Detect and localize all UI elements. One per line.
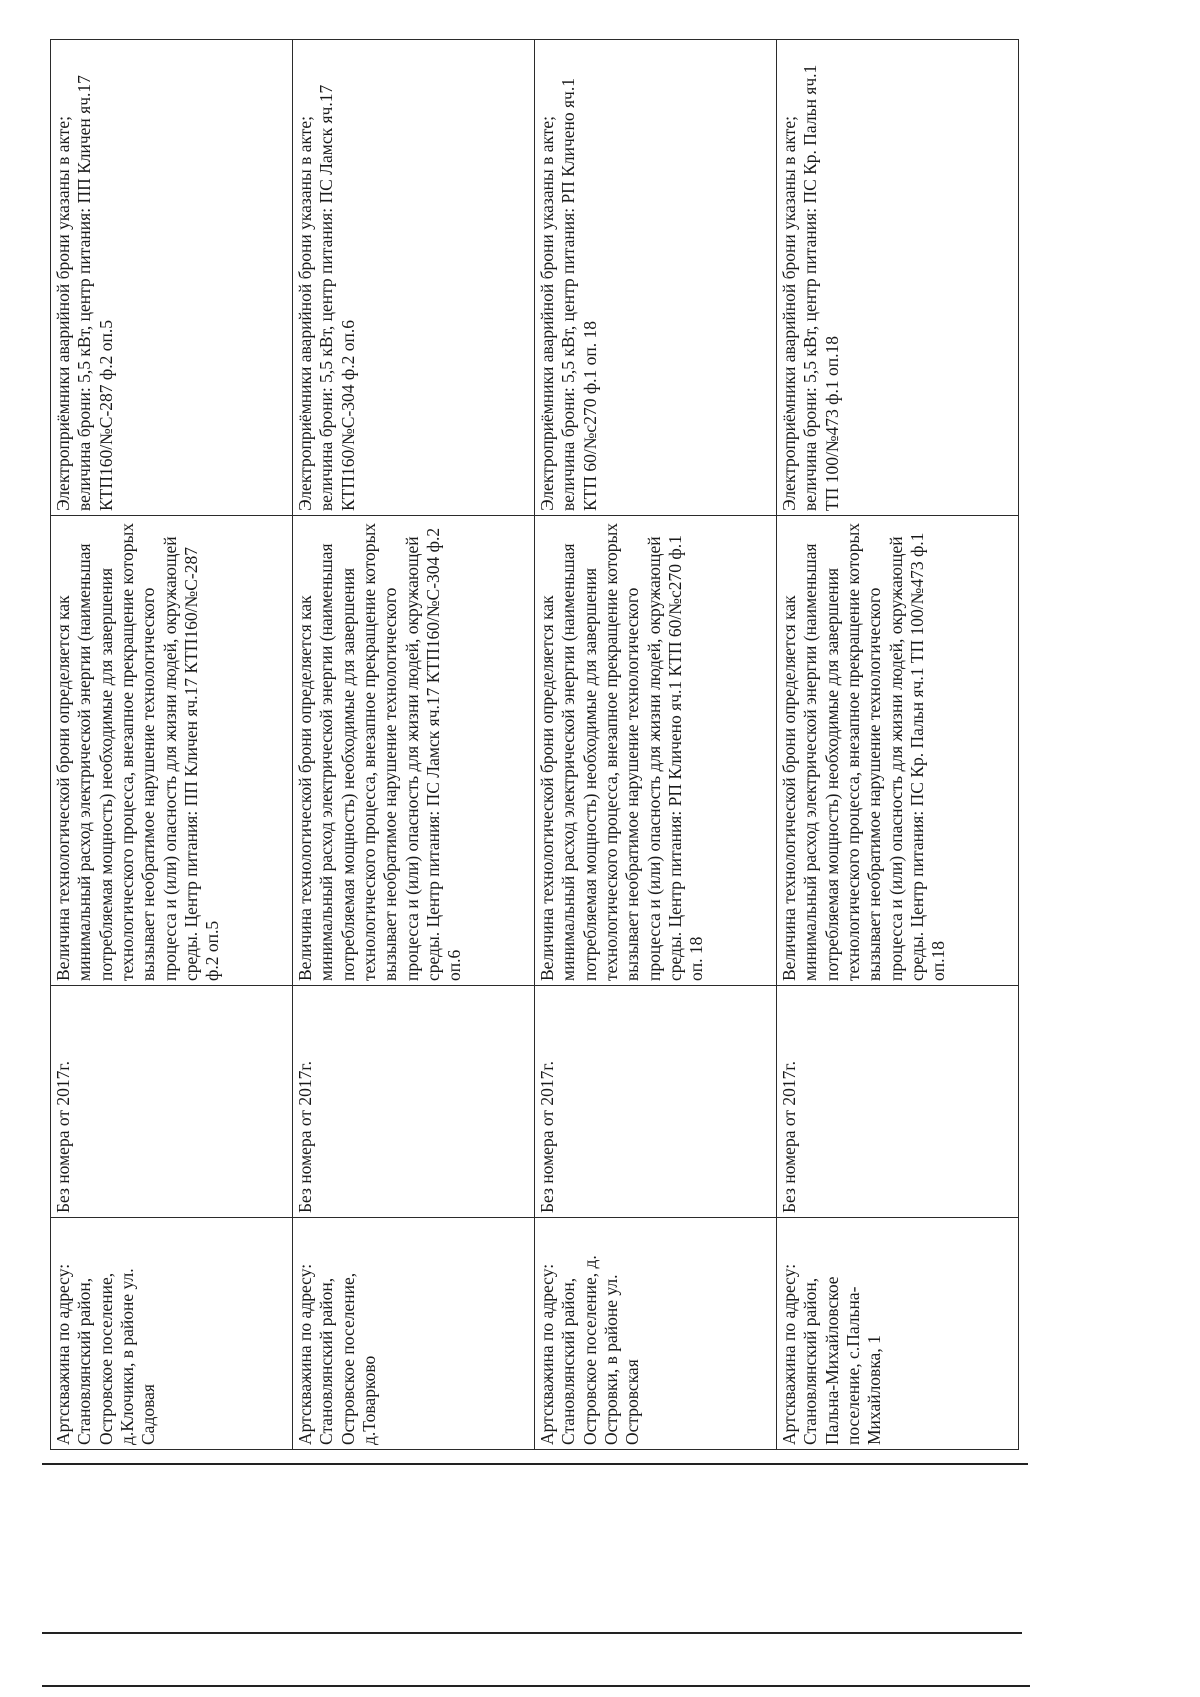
table-row bbox=[293, 40, 535, 1450]
address-cell: Артскважина по адресу: Становлянский район, Островское поселение, д. Островки, в районе ул. Островская bbox=[535, 1218, 777, 1450]
document-cell: Без номера от 2017г. bbox=[51, 986, 293, 1218]
note-cell: Электроприёмники аварийной брони указаны в акте; величина брони: 5,5 кВт, центр питания: ПС Кр. Пальн яч.1 ТП 100/№473 ф.1 оп.18 bbox=[777, 40, 1019, 516]
emergency-reserve-table bbox=[50, 39, 1019, 1450]
horizontal-rule bbox=[42, 1685, 1030, 1687]
address-cell: Артскважина по адресу: Становлянский район, Пальна-Михайловское поселение, с.Пальна-Михайловка, 1 bbox=[777, 1218, 1019, 1450]
horizontal-rule bbox=[42, 1463, 1028, 1465]
address-cell: Артскважина по адресу: Становлянский район, Островское поселение, д.Товарково bbox=[293, 1218, 535, 1450]
note-cell: Электроприёмники аварийной брони указаны в акте; величина брони: 5,5 кВт, центр питания: ПП Кличен яч.17 КТП160/№С-287 ф.2 оп.5 bbox=[51, 40, 293, 516]
address-cell: Артскважина по адресу: Становлянский район, Островское поселение, д.Клочики, в районе ул. Садовая bbox=[51, 1218, 293, 1450]
horizontal-rule bbox=[42, 1632, 1022, 1634]
description-cell: Величина технологической брони определяется как минимальный расход электрической энергии (наименьшая потребляемая мощность) необходимые для завершения технологического процесса, внезапное прекращение которых вызывает необратимое нарушение технологического процесса и (или) опасность для жизни людей, окружающей среды. Центр питания: РП Кличено яч.1 КТП 60/№с270 ф.1 оп. 18 bbox=[535, 516, 777, 986]
description-cell: Величина технологической брони определяется как минимальный расход электрической энергии (наименьшая потребляемая мощность) необходимые для завершения технологического процесса, внезапное прекращение которых вызывает необратимое нарушение технологического процесса и (или) опасность для жизни людей, окружающей среды. Центр питания: ПП Кличен яч.17 КТП160/№С-287 ф.2 оп.5 bbox=[51, 516, 293, 986]
table-row bbox=[51, 40, 293, 1450]
description-cell: Величина технологической брони определяется как минимальный расход электрической энергии (наименьшая потребляемая мощность) необходимые для завершения технологического процесса, внезапное прекращение которых вызывает необратимое нарушение технологического процесса и (или) опасность для жизни людей, окружающей среды. Центр питания: ПС Кр. Пальн яч.1 ТП 100/№473 ф.1 оп.18 bbox=[777, 516, 1019, 986]
description-cell: Величина технологической брони определяется как минимальный расход электрической энергии (наименьшая потребляемая мощность) необходимые для завершения технологического процесса, внезапное прекращение которых вызывает необратимое нарушение технологического процесса и (или) опасность для жизни людей, окружающей среды. Центр питания: ПС Ламск яч.17 КТП160/№С-304 ф.2 оп.6 bbox=[293, 516, 535, 986]
document-cell: Без номера от 2017г. bbox=[293, 986, 535, 1218]
document-cell: Без номера от 2017г. bbox=[535, 986, 777, 1218]
table-row bbox=[777, 40, 1019, 1450]
note-cell: Электроприёмники аварийной брони указаны в акте; величина брони: 5,5 кВт, центр питания: РП Кличено яч.1 КТП 60/№с270 ф.1 оп. 18 bbox=[535, 40, 777, 516]
rotated-table-container bbox=[50, 40, 1020, 1450]
table-row bbox=[535, 40, 777, 1450]
note-cell: Электроприёмники аварийной брони указаны в акте; величина брони: 5,5 кВт, центр питания: ПС Ламск яч.17 КТП160/№С-304 ф.2 оп.6 bbox=[293, 40, 535, 516]
document-cell: Без номера от 2017г. bbox=[777, 986, 1019, 1218]
